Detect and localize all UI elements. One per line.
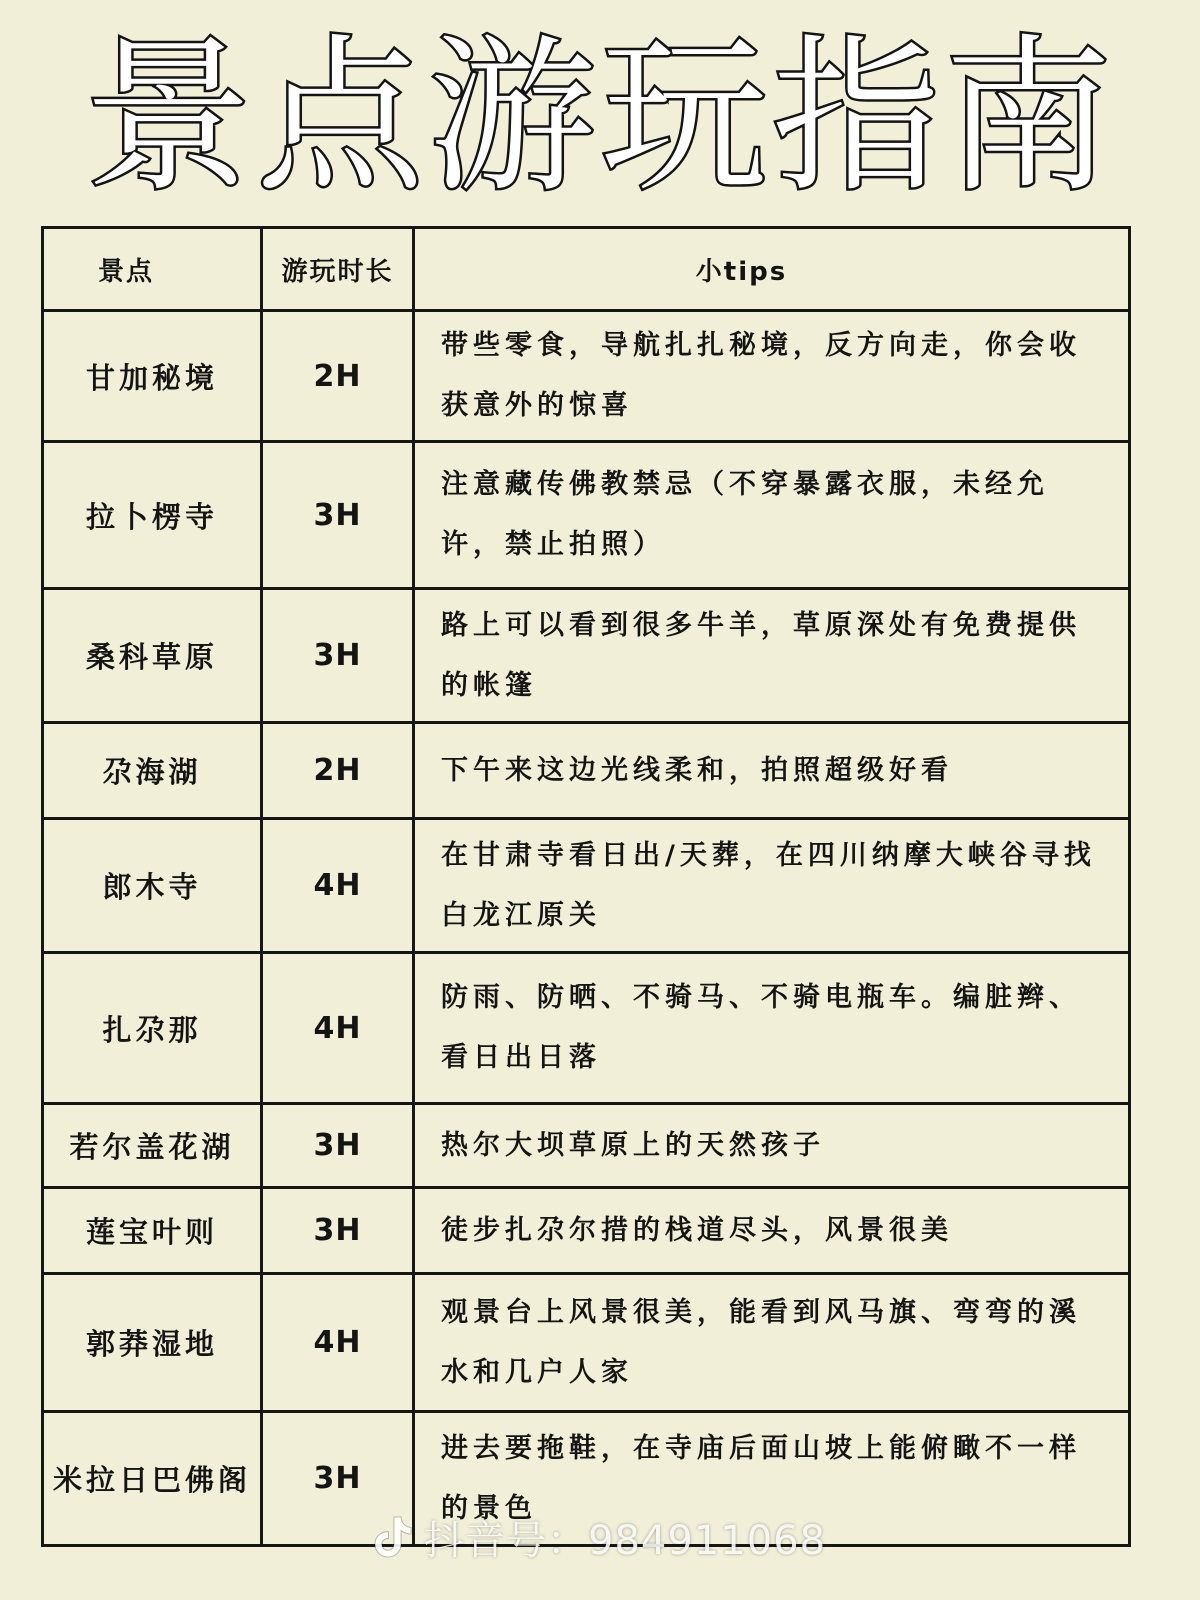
attraction-name: 尕海湖 [43,723,262,819]
table-row [43,1188,1130,1274]
attraction-duration: 4H [262,1274,414,1412]
attraction-tips: 防雨、防晒、不骑马、不骑电瓶车。编脏辫、看日出日落 [414,953,1130,1104]
header-row [43,228,1130,311]
attraction-tips: 在甘肃寺看日出/天葬，在四川纳摩大峡谷寻找白龙江原关 [414,819,1130,953]
attraction-name: 拉卜楞寺 [43,442,262,589]
attraction-tips: 带些零食，导航扎扎秘境，反方向走，你会收获意外的惊喜 [414,311,1130,442]
header-name: 景点 [43,228,262,311]
attraction-duration: 3H [262,442,414,589]
table-row [43,723,1130,819]
table-row [43,819,1130,953]
attraction-duration: 3H [262,1188,414,1274]
attraction-tips: 下午来这边光线柔和，拍照超级好看 [414,723,1130,819]
attraction-duration: 2H [262,723,414,819]
attraction-duration: 3H [262,1412,414,1546]
table-row [43,442,1130,589]
watermark [370,1510,826,1564]
page-title: 景点游玩指南 [84,19,1116,215]
attraction-name: 若尔盖花湖 [43,1104,262,1188]
attraction-tips: 热尔大坝草原上的天然孩子 [414,1104,1130,1188]
attraction-name: 甘加秘境 [43,311,262,442]
table-row [43,1274,1130,1412]
table-row [43,1104,1130,1188]
table-row [43,311,1130,442]
attraction-name: 郎木寺 [43,819,262,953]
attraction-tips: 徒步扎尕尔措的栈道尽头，风景很美 [414,1188,1130,1274]
guide-table [41,226,1131,1547]
attraction-tips: 注意藏传佛教禁忌（不穿暴露衣服，未经允许，禁止拍照） [414,442,1130,589]
attraction-duration: 4H [262,953,414,1104]
header-duration: 游玩时长 [262,228,414,311]
attraction-duration: 4H [262,819,414,953]
attraction-tips: 进去要拖鞋，在寺庙后面山坡上能俯瞰不一样的景色 [414,1412,1130,1546]
attraction-duration: 2H [262,311,414,442]
attraction-name: 扎尕那 [43,953,262,1104]
attraction-duration: 3H [262,589,414,723]
attraction-tips: 观景台上风景很美，能看到风马旗、弯弯的溪水和几户人家 [414,1274,1130,1412]
attraction-duration: 3H [262,1104,414,1188]
header-tips: 小tips [414,228,1130,311]
table-row [43,589,1130,723]
attraction-name: 桑科草原 [43,589,262,723]
attraction-tips: 路上可以看到很多牛羊，草原深处有免费提供的帐篷 [414,589,1130,723]
watermark-text: 抖音号：984911068 [424,1517,827,1564]
attraction-name: 郭莽湿地 [43,1274,262,1412]
attraction-name: 莲宝叶则 [43,1188,262,1274]
table-row [43,953,1130,1104]
attraction-name: 米拉日巴佛阁 [43,1412,262,1546]
douyin-logo-icon [370,1513,414,1561]
